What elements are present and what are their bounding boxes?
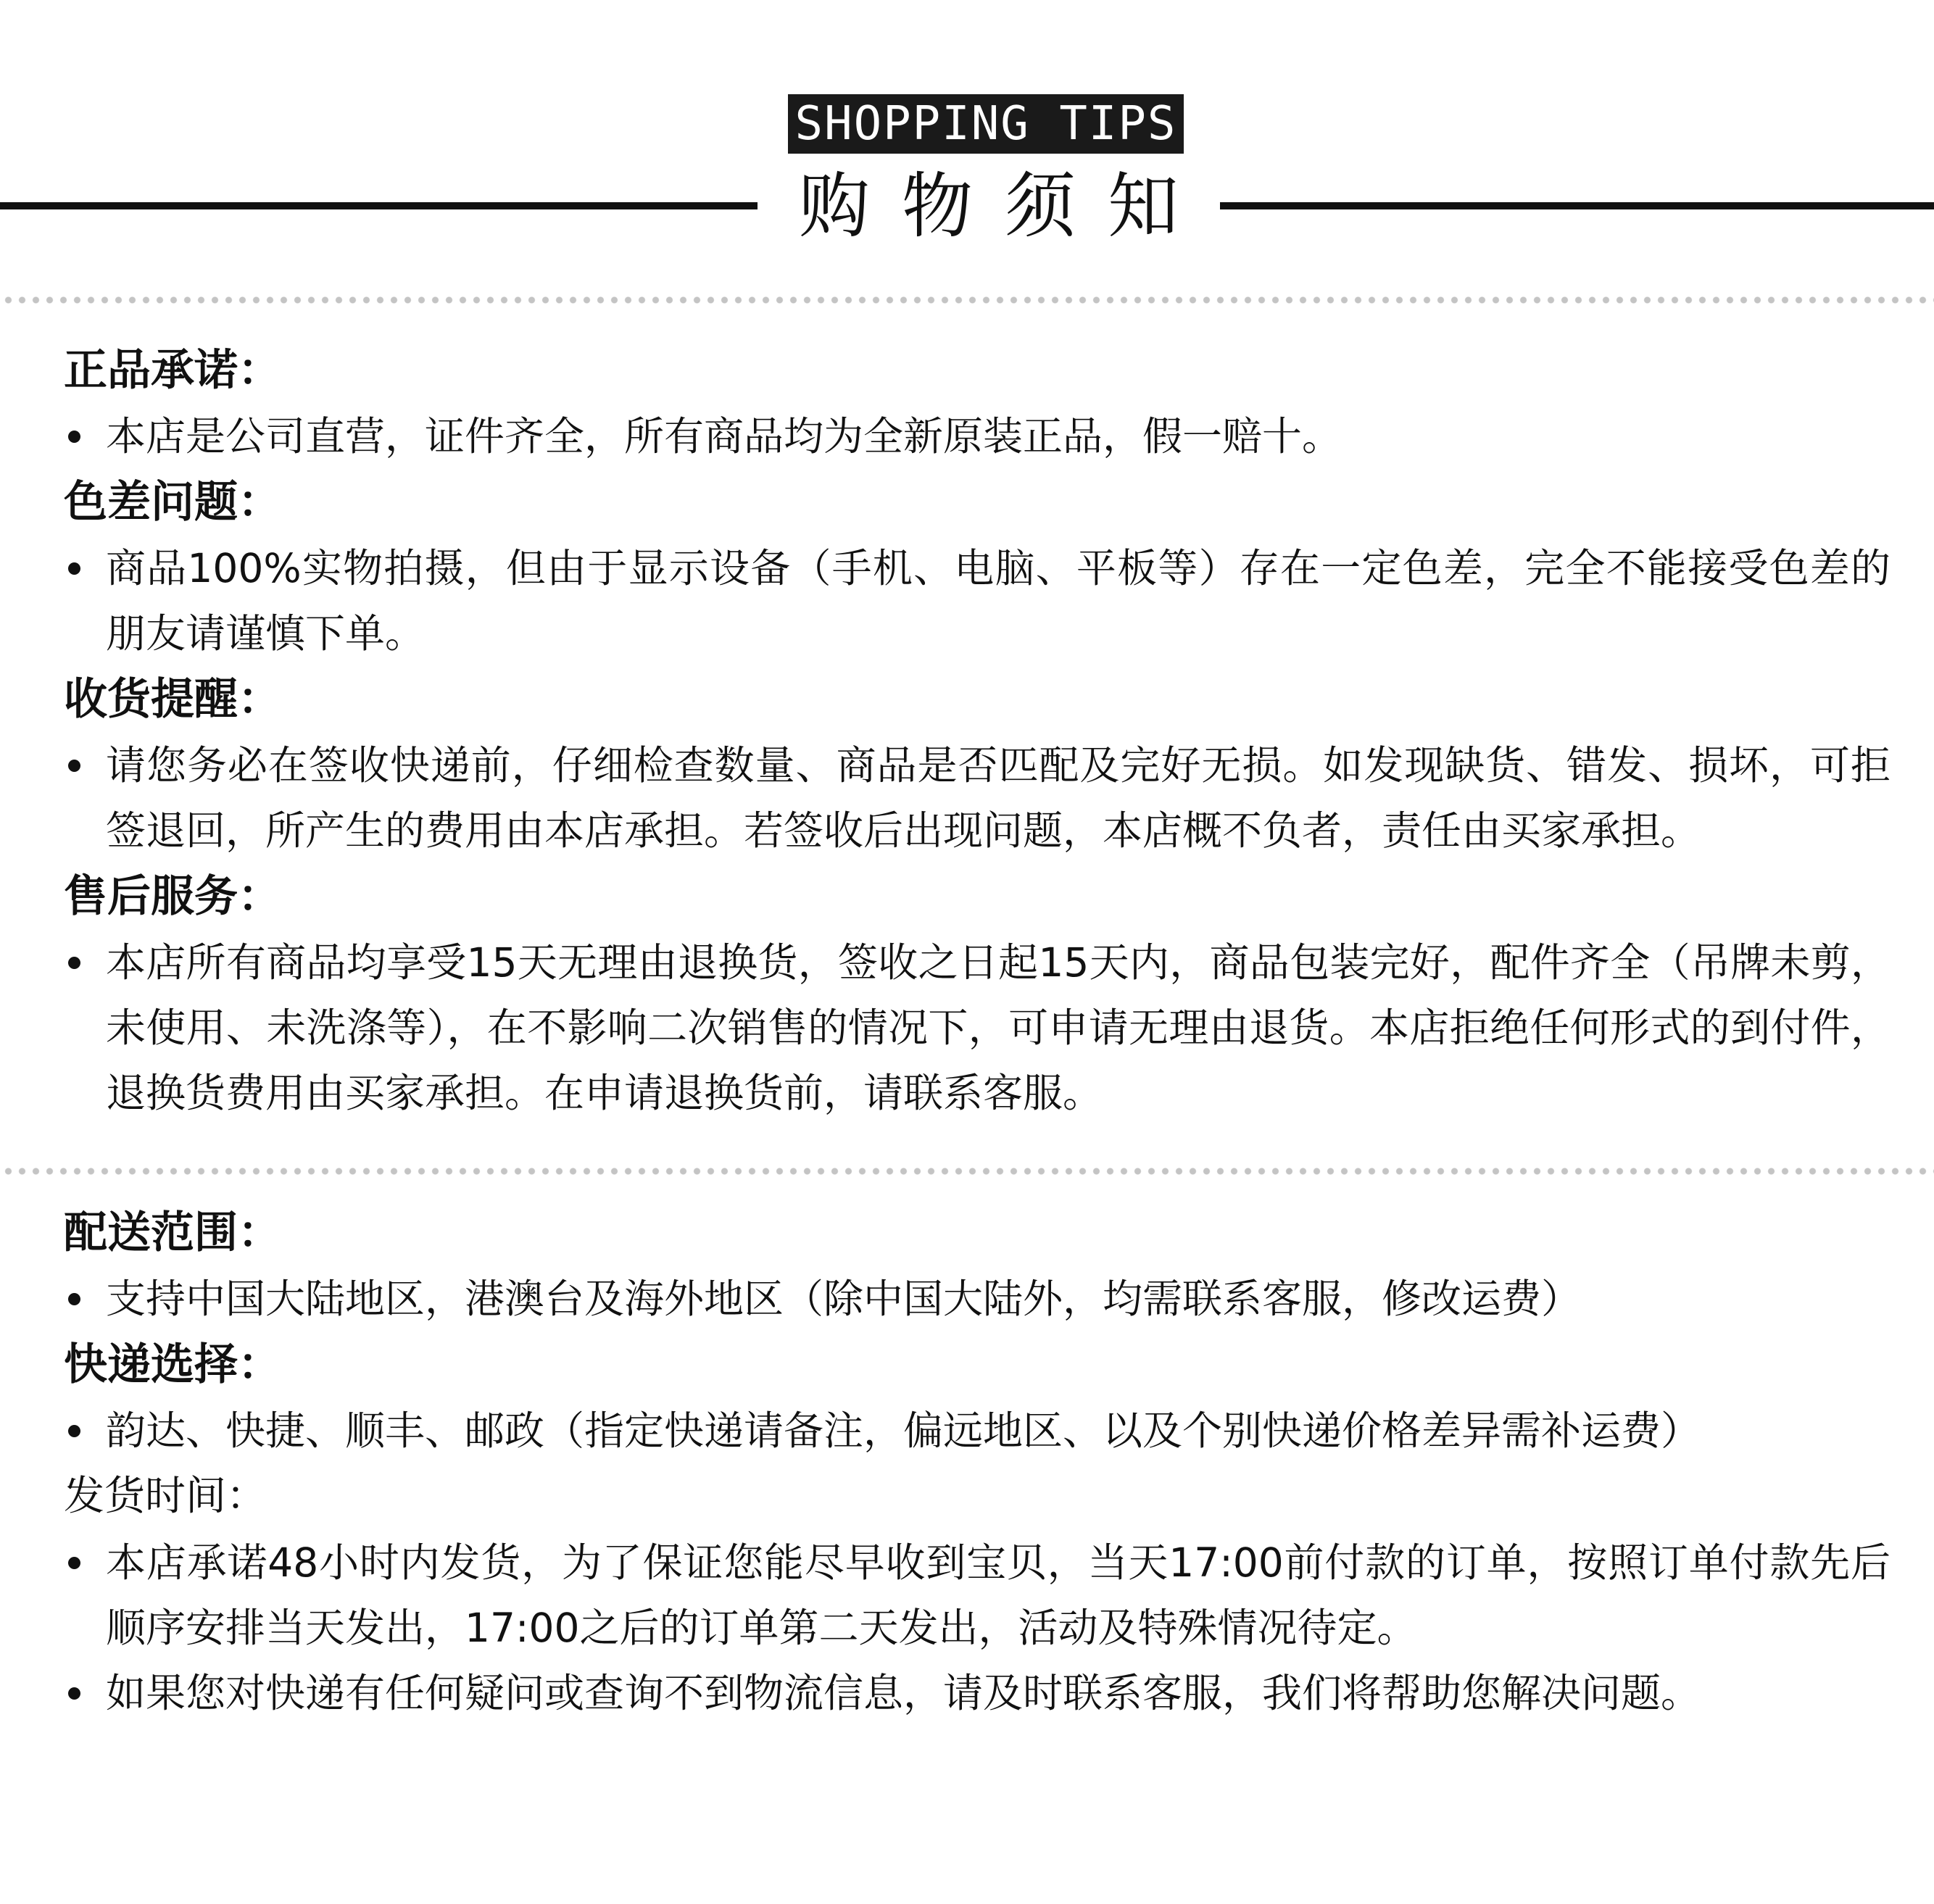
- bullet-icon: [68, 1425, 80, 1437]
- list-item: [64, 1660, 1891, 1726]
- list-item: [64, 733, 1891, 863]
- bullet-icon: [68, 957, 80, 969]
- heading-shipping-time: 发货时间：: [64, 1473, 267, 1520]
- list-item-text: 本店承诺48小时内发货，为了保证您能尽早收到宝贝，当天17:00前付款的订单，按照订单付款先后顺序安排当天发出，17:00之后的订单第二天发出，活动及特殊情况待定。: [106, 1539, 1891, 1651]
- heading-delivery-area: 配送范围：: [64, 1207, 281, 1258]
- list-item: [64, 1398, 1891, 1463]
- list-item-text: 支持中国大陆地区，港澳台及海外地区（除中国大陆外，均需联系客服，修改运费）: [106, 1276, 1582, 1322]
- list-item: [64, 536, 1891, 666]
- bullet-icon: [68, 431, 80, 443]
- dotted-divider-middle: [0, 1167, 1934, 1176]
- bullet-icon: [68, 1557, 80, 1569]
- bullet-icon: [68, 760, 80, 772]
- list-item: [64, 930, 1891, 1126]
- list-item-text: 请您务必在签收快递前，仔细检查数量、商品是否匹配及完好无损。如发现缺货、错发、损坏，可拒签退回，所产生的费用由本店承担。若签收后出现问题，本店概不负者，责任由买家承担。: [106, 742, 1891, 854]
- heading-after-sales: 售后服务：: [64, 871, 281, 922]
- list-item-text: 如果您对快递有任何疑问或查询不到物流信息，请及时联系客服，我们将帮助您解决问题。: [106, 1670, 1701, 1716]
- bullet-icon: [68, 1293, 80, 1305]
- heading-courier-choice: 快递选择：: [64, 1339, 281, 1390]
- page-header: [0, 0, 1934, 261]
- list-item: [64, 1266, 1891, 1331]
- heading-authentic-promise: 正品承诺：: [64, 345, 281, 396]
- english-title: SHOPPING TIPS: [788, 94, 1184, 154]
- chinese-title: 购物须知: [798, 165, 1211, 248]
- heading-color-difference: 色差问题：: [64, 477, 281, 528]
- tips-section-bottom: [64, 1200, 1891, 1726]
- bullet-icon: [68, 562, 80, 575]
- list-item-text: 本店是公司直营，证件齐全，所有商品均为全新原装正品，假一赔十。: [106, 413, 1342, 460]
- heading-receiving-reminder: 收货提醒：: [64, 674, 281, 725]
- title-rule-right: [1220, 202, 1934, 209]
- list-item: [64, 404, 1891, 469]
- title-rule-left: [0, 202, 758, 209]
- dotted-divider-top: [0, 296, 1934, 304]
- tips-section-top: [64, 337, 1891, 1126]
- list-item-text: 本店所有商品均享受15天无理由退换货，签收之日起15天内，商品包装完好，配件齐全（吊牌未剪，未使用、未洗涤等），在不影响二次销售的情况下，可申请无理由退货。本店拒绝任何形式的到付件，退换货费用由买家承担。在申请退换货前，请联系客服。: [106, 939, 1891, 1116]
- list-item-text: 韵达、快捷、顺丰、邮政（指定快递请备注，偏远地区、以及个别快递价格差异需补运费）: [106, 1408, 1701, 1454]
- bullet-icon: [68, 1687, 80, 1700]
- list-item: [64, 1530, 1891, 1660]
- list-item-text: 商品100%实物拍摄，但由于显示设备（手机、电脑、平板等）存在一定色差，完全不能接受色差的朋友请谨慎下单。: [106, 545, 1891, 657]
